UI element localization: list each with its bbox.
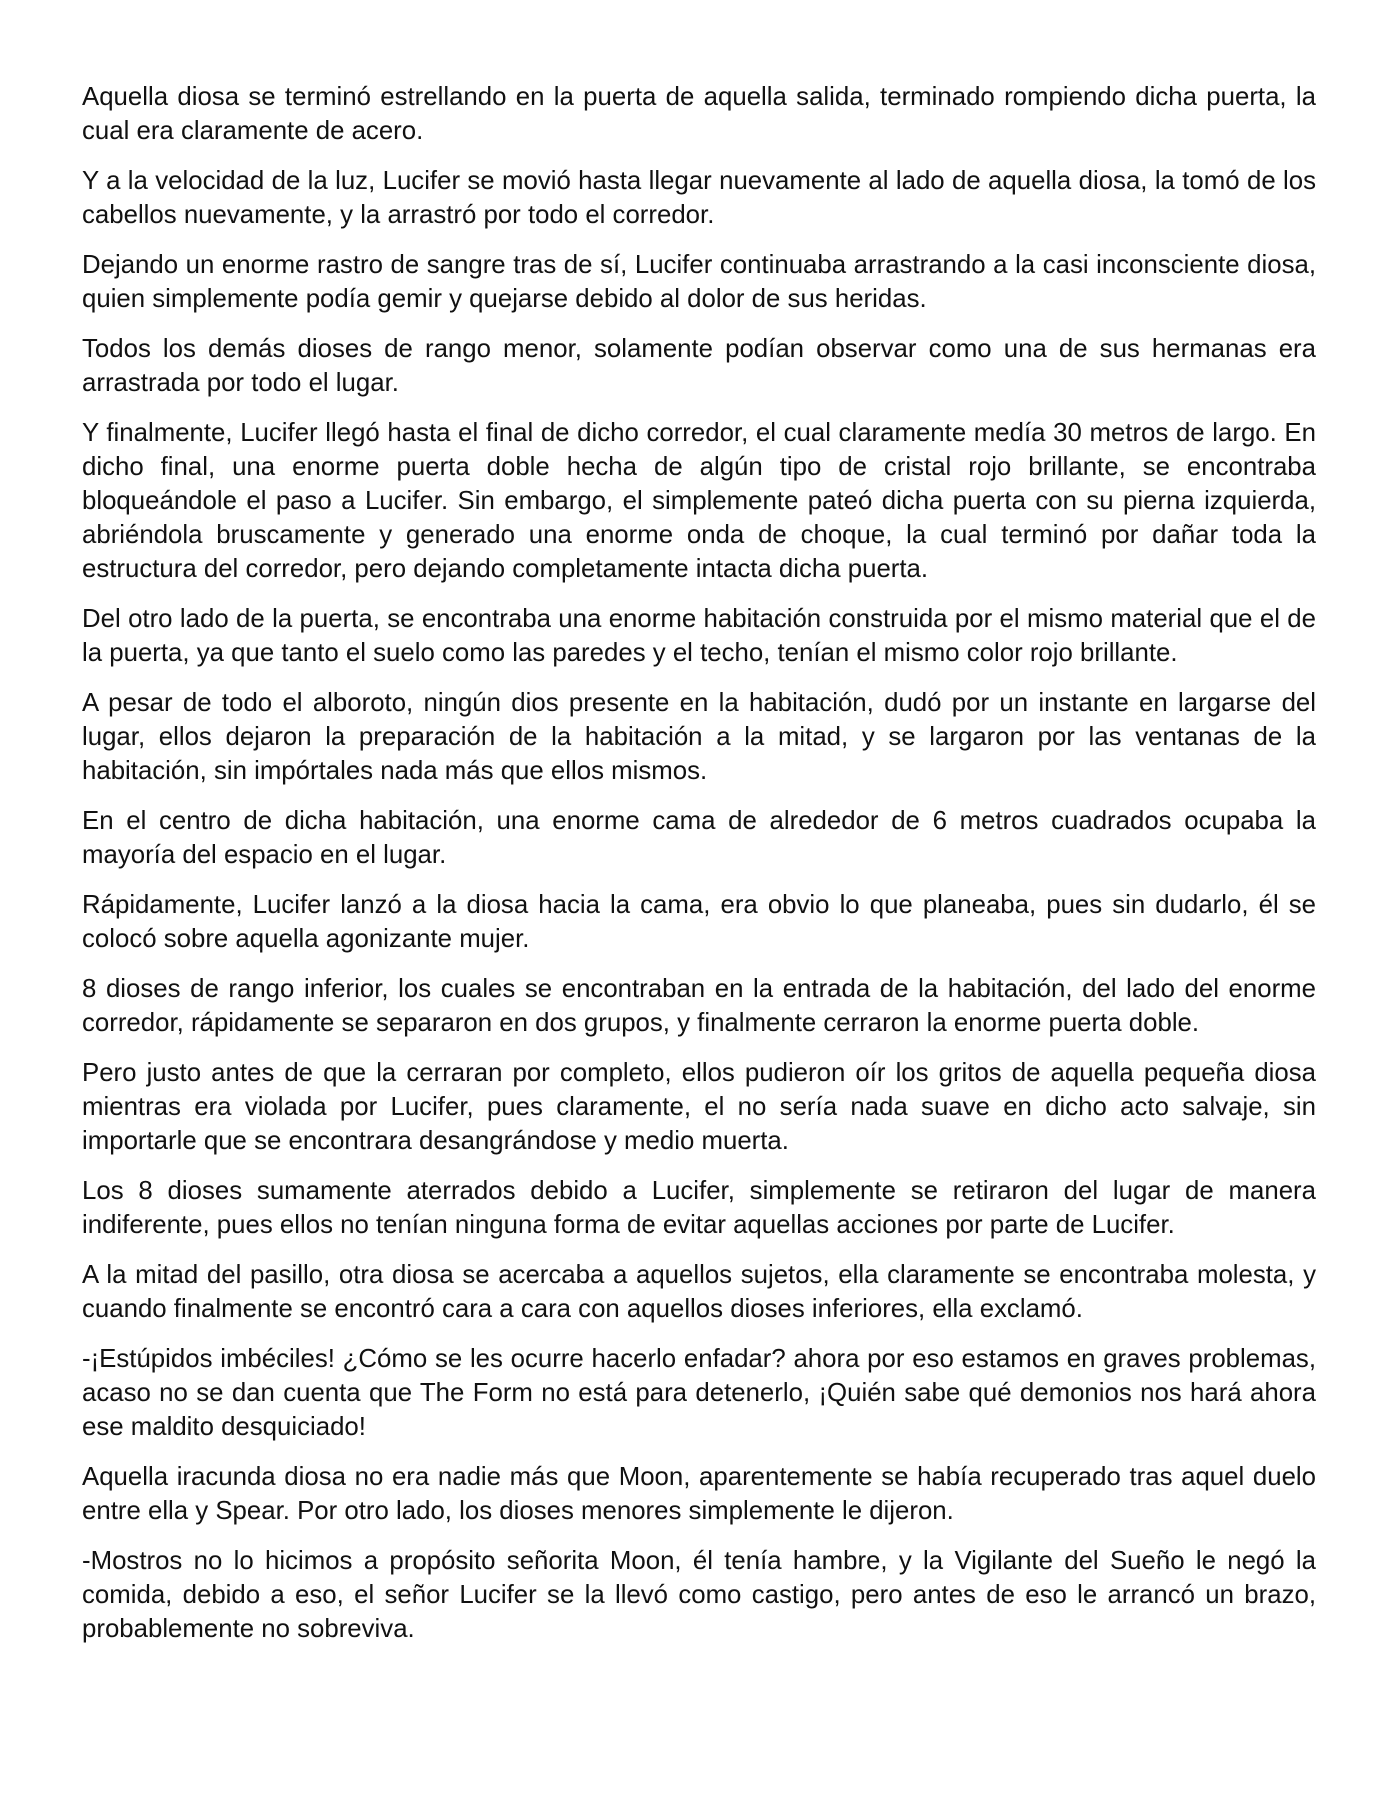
paragraph: Aquella iracunda diosa no era nadie más que Moon, aparentemente se había recuperado tras aquel duelo entre ella y Spear. Por otro lado, los dioses menores simplemente le dijeron. <box>82 1463 1316 1525</box>
paragraph: 8 dioses de rango inferior, los cuales se encontraban en la entrada de la habitación, del lado del enorme corredor, rápidamente se separaron en dos grupos, y finalmente cerraron la enorme puerta doble. <box>82 975 1316 1037</box>
paragraph: Y finalmente, Lucifer llegó hasta el final de dicho corredor, el cual claramente medía 30 metros de largo. En dicho final, una enorme puerta doble hecha de algún tipo de cristal rojo brillante, se encontraba bloqueándole el paso a Lucifer. Sin embargo, el simplemente pateó dicha puerta con su pierna izquierda, abriéndola bruscamente y generado una enorme onda de choque, la cual terminó por dañar toda la estructura del corredor, pero dejando completamente intacta dicha puerta. <box>82 419 1316 583</box>
paragraph: Pero justo antes de que la cerraran por completo, ellos pudieron oír los gritos de aquella pequeña diosa mientras era violada por Lucifer, pues claramente, el no sería nada suave en dicho acto salvaje, sin importarle que se encontrara desangrándose y medio muerta. <box>82 1059 1316 1155</box>
paragraph: A la mitad del pasillo, otra diosa se acercaba a aquellos sujetos, ella claramente se encontraba molesta, y cuando finalmente se encontró cara a cara con aquellos dioses inferiores, ella exclamó. <box>82 1261 1316 1323</box>
paragraph: Rápidamente, Lucifer lanzó a la diosa hacia la cama, era obvio lo que planeaba, pues sin dudarlo, él se colocó sobre aquella agonizante mujer. <box>82 891 1316 953</box>
document-body <box>82 80 1316 1646</box>
paragraph: Aquella diosa se terminó estrellando en la puerta de aquella salida, terminado rompiendo dicha puerta, la cual era claramente de acero. <box>82 83 1316 145</box>
paragraph: Dejando un enorme rastro de sangre tras de sí, Lucifer continuaba arrastrando a la casi inconsciente diosa, quien simplemente podía gemir y quejarse debido al dolor de sus heridas. <box>82 251 1316 313</box>
paragraph: Del otro lado de la puerta, se encontraba una enorme habitación construida por el mismo material que el de la puerta, ya que tanto el suelo como las paredes y el techo, tenían el mismo color rojo brillante. <box>82 605 1316 667</box>
paragraph: -Mostros no lo hicimos a propósito señorita Moon, él tenía hambre, y la Vigilante del Sueño le negó la comida, debido a eso, el señor Lucifer se la llevó como castigo, pero antes de eso le arrancó un brazo, probablemente no sobreviva. <box>82 1547 1316 1643</box>
paragraph: En el centro de dicha habitación, una enorme cama de alrededor de 6 metros cuadrados ocupaba la mayoría del espacio en el lugar. <box>82 807 1316 869</box>
paragraph: Y a la velocidad de la luz, Lucifer se movió hasta llegar nuevamente al lado de aquella diosa, la tomó de los cabellos nuevamente, y la arrastró por todo el corredor. <box>82 167 1316 229</box>
paragraph: Todos los demás dioses de rango menor, solamente podían observar como una de sus hermanas era arrastrada por todo el lugar. <box>82 335 1316 397</box>
paragraph: A pesar de todo el alboroto, ningún dios presente en la habitación, dudó por un instante en largarse del lugar, ellos dejaron la preparación de la habitación a la mitad, y se largaron por las ventanas de la habitación, sin impórtales nada más que ellos mismos. <box>82 689 1316 785</box>
paragraph: -¡Estúpidos imbéciles! ¿Cómo se les ocurre hacerlo enfadar? ahora por eso estamos en graves problemas, acaso no se dan cuenta que The Form no está para detenerlo, ¡Quién sabe qué demonios nos hará ahora ese maldito desquiciado! <box>82 1345 1316 1441</box>
paragraph: Los 8 dioses sumamente aterrados debido a Lucifer, simplemente se retiraron del lugar de manera indiferente, pues ellos no tenían ninguna forma de evitar aquellas acciones por parte de Lucifer. <box>82 1177 1316 1239</box>
